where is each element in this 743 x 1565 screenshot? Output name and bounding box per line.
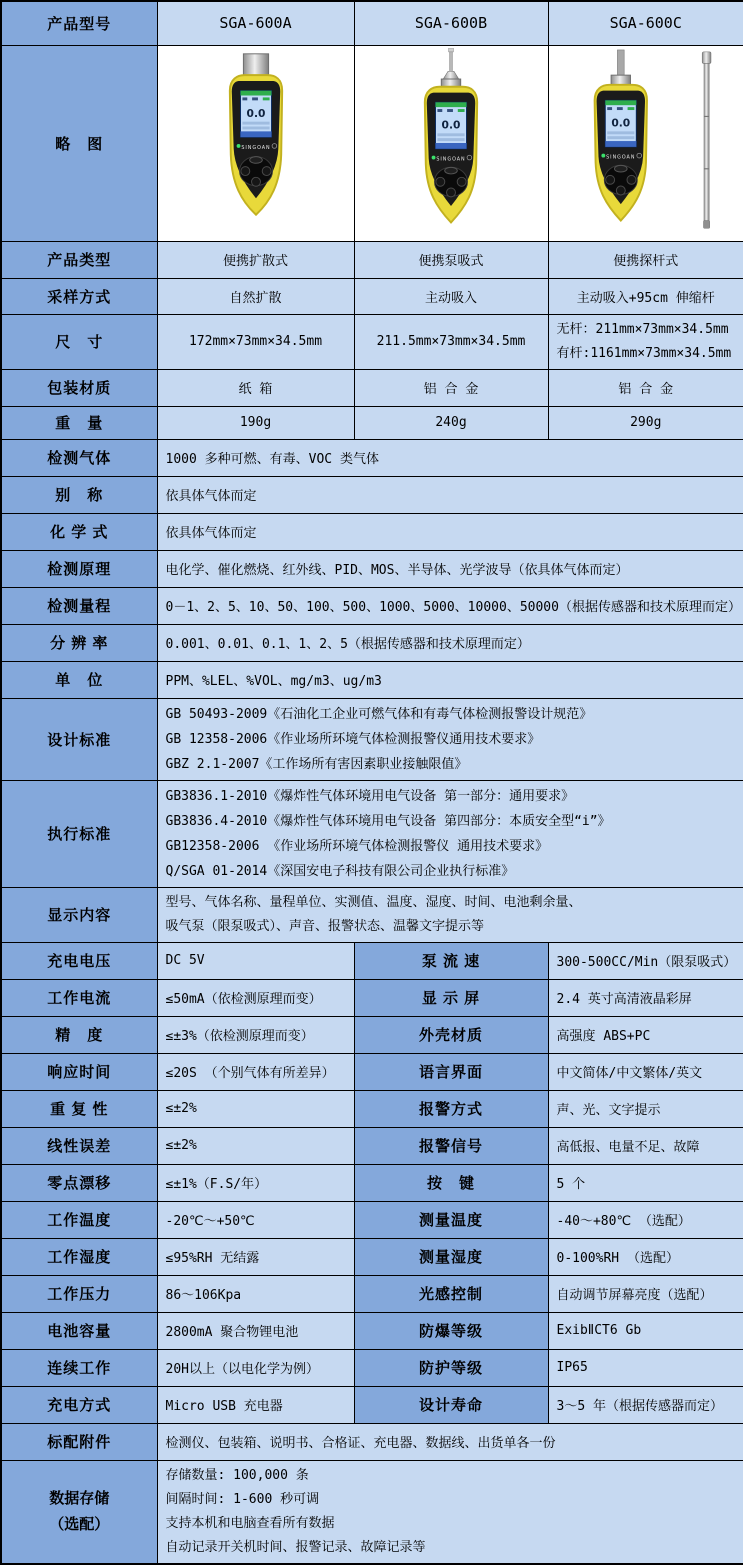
spec-value: ≤20S （个别气体有所差异） — [157, 1053, 354, 1090]
spec-label: 设计标准 — [1, 698, 157, 780]
spec-value: 240g — [354, 406, 548, 439]
spec-row-units — [1, 661, 743, 698]
screen-bottombar — [435, 143, 466, 149]
display-content-line: 吸气泵（限泵吸式）、声音、报警状态、温馨文字提示等 — [165, 918, 485, 934]
spec-value: ≤95%RH 无结露 — [157, 1238, 354, 1275]
row-label-sketch: 略 图 — [1, 45, 157, 241]
spec-label: 充电方式 — [1, 1386, 157, 1423]
screen-reading: 0.0 — [441, 118, 461, 132]
spec-value: 20H以上（以电化学为例） — [157, 1349, 354, 1386]
spec-value: 便携泵吸式 — [354, 241, 548, 278]
spec-row-data-storage — [1, 1460, 743, 1564]
standard-line: GB 12358-2006《作业场所环境气体检测报警仪通用技术要求》 — [165, 731, 541, 747]
spec-label: 产品类型 — [1, 241, 157, 278]
spec-label-line: （选配） — [49, 1515, 110, 1533]
spec-value: DC 5V — [157, 942, 354, 979]
spec-value: 声、光、文字提示 — [548, 1090, 743, 1127]
spec-row-accessories — [1, 1423, 743, 1460]
spec-row-sampling — [1, 278, 743, 314]
spec-row-working-temp-measuring-temp — [1, 1201, 743, 1238]
spec-value: 便携探杆式 — [548, 241, 743, 278]
spec-value: 2800mA 聚合物锂电池 — [157, 1312, 354, 1349]
spec-value: 5 个 — [548, 1164, 743, 1201]
spec-label — [1, 1460, 157, 1564]
standard-line: Q/SGA 01-2014《深国安电子科技有限公司企业执行标准》 — [165, 863, 515, 879]
spec-label: 外壳材质 — [354, 1016, 548, 1053]
dimension-with-rod: 有杆:1161mm×73mm×34.5mm — [556, 345, 732, 361]
spec-label: 分 辨 率 — [1, 624, 157, 661]
display-content-line: 型号、气体名称、量程单位、实测值、温度、湿度、时间、电池剩余量、 — [165, 894, 582, 910]
spec-value: ≤50mA（依检测原理而变） — [157, 979, 354, 1016]
storage-line: 支持本机和电脑查看所有数据 — [165, 1515, 335, 1531]
sketch-row — [1, 45, 743, 241]
spec-row-design-standards — [1, 698, 743, 780]
spec-value: 172mm×73mm×34.5mm — [157, 314, 354, 369]
spec-label: 精 度 — [1, 1016, 157, 1053]
device-illustration-sga-600a — [196, 48, 316, 238]
left-button — [605, 175, 614, 184]
spec-label: 显 示 屏 — [354, 979, 548, 1016]
screen-bottombar — [605, 141, 636, 147]
led-indicator — [601, 154, 605, 158]
model-header-row — [1, 1, 743, 45]
spec-value: ≤±2% — [157, 1090, 354, 1127]
spec-value: 高强度 ABS+PC — [548, 1016, 743, 1053]
spec-value: 中文简体/中文繁体/英文 — [548, 1053, 743, 1090]
spec-row-product-type — [1, 241, 743, 278]
spec-row-chemical-formula — [1, 513, 743, 550]
spec-row-detection-range — [1, 587, 743, 624]
menu-button — [445, 167, 458, 174]
menu-button — [614, 165, 627, 172]
spec-row-repeatability-alarm-mode — [1, 1090, 743, 1127]
model-name-b: SGA-600B — [354, 1, 548, 45]
spec-label: 电池容量 — [1, 1312, 157, 1349]
left-button — [240, 167, 249, 176]
spec-label: 重 量 — [1, 406, 157, 439]
right-button — [262, 167, 271, 176]
spec-value: 便携扩散式 — [157, 241, 354, 278]
spec-label: 采样方式 — [1, 278, 157, 314]
spec-label: 测量温度 — [354, 1201, 548, 1238]
spec-row-charging-voltage-pump-flow — [1, 942, 743, 979]
spec-value: PPM、%LEL、%VOL、mg/m3、ug/m3 — [157, 661, 743, 698]
spec-label: 测量湿度 — [354, 1238, 548, 1275]
spec-row-working-current-display — [1, 979, 743, 1016]
spec-value: -20℃～+50℃ — [157, 1201, 354, 1238]
spec-row-charging-method-design-life — [1, 1386, 743, 1423]
screen-bottombar — [240, 131, 271, 137]
spec-value: 依具体气体而定 — [157, 513, 743, 550]
led-indicator — [432, 156, 436, 160]
spec-row-battery-explosion-proof — [1, 1312, 743, 1349]
spec-value — [157, 887, 743, 942]
spec-row-exec-standards — [1, 780, 743, 887]
right-button — [457, 177, 466, 186]
device-illustration-sga-600b — [391, 48, 511, 238]
screen-titlebar — [605, 100, 636, 105]
spec-label: 工作温度 — [1, 1201, 157, 1238]
spec-value: 2.4 英寸高清液晶彩屏 — [548, 979, 743, 1016]
spec-value: 依具体气体而定 — [157, 476, 743, 513]
spec-row-resolution — [1, 624, 743, 661]
spec-label: 单 位 — [1, 661, 157, 698]
spec-label: 化 学 式 — [1, 513, 157, 550]
spec-row-pressure-light-control — [1, 1275, 743, 1312]
spec-value: 190g — [157, 406, 354, 439]
spec-value: ≤±2% — [157, 1127, 354, 1164]
spec-row-alias — [1, 476, 743, 513]
spec-value — [157, 698, 743, 780]
spec-label: 报警信号 — [354, 1127, 548, 1164]
spec-row-dimensions — [1, 314, 743, 369]
enter-button — [251, 177, 260, 186]
screen-reading: 0.0 — [611, 116, 630, 130]
spec-label: 重 复 性 — [1, 1090, 157, 1127]
spec-label: 线性误差 — [1, 1127, 157, 1164]
spec-value: 铝 合 金 — [354, 369, 548, 406]
spec-value: 电化学、催化燃烧、红外线、PID、MOS、半导体、光学波导（依具体气体而定） — [157, 550, 743, 587]
spec-label: 标配附件 — [1, 1423, 157, 1460]
led-indicator — [236, 144, 240, 148]
spec-label: 零点漂移 — [1, 1164, 157, 1201]
spec-value: 自然扩散 — [157, 278, 354, 314]
spec-label: 语言界面 — [354, 1053, 548, 1090]
spec-value: ≤±3%（依检测原理而变） — [157, 1016, 354, 1053]
spec-label: 工作压力 — [1, 1275, 157, 1312]
spec-label: 响应时间 — [1, 1053, 157, 1090]
standard-line: GB3836.1-2010《爆炸性气体环境用电气设备 第一部分：通用要求》 — [165, 788, 575, 804]
storage-line: 自动记录开关机时间、报警记录、故障记录等 — [165, 1539, 426, 1555]
spec-label: 显示内容 — [1, 887, 157, 942]
spec-value: 0－1、2、5、10、50、100、500、1000、5000、10000、50000（根据传感器和技术原理而定） — [157, 587, 743, 624]
standard-line: GB 50493-2009《石油化工企业可燃气体和有毒气体检测报警设计规范》 — [165, 706, 593, 722]
enter-button — [447, 188, 456, 197]
spec-value: 211.5mm×73mm×34.5mm — [354, 314, 548, 369]
spec-row-response-time-language — [1, 1053, 743, 1090]
spec-value: 0.001、0.01、0.1、1、2、5（根据传感器和技术原理而定） — [157, 624, 743, 661]
spec-value: 86～106Kpa — [157, 1275, 354, 1312]
device-photo-cell-a — [157, 45, 354, 241]
telescopic-rod-tip — [702, 52, 711, 64]
screen-reading: 0.0 — [246, 106, 265, 120]
storage-line: 存储数量: 100,000 条 — [165, 1467, 309, 1483]
spec-row-accuracy-shell — [1, 1016, 743, 1053]
spec-label: 检测量程 — [1, 587, 157, 624]
spec-value: 1000 多种可燃、有毒、VOC 类气体 — [157, 439, 743, 476]
spec-value: 主动吸入+95cm 伸缩杆 — [548, 278, 743, 314]
spec-row-detection-principle — [1, 550, 743, 587]
spec-row-weight — [1, 406, 743, 439]
spec-value: 检测仪、包装箱、说明书、合格证、充电器、数据线、出货单各一份 — [157, 1423, 743, 1460]
device-photo-cell-b — [354, 45, 548, 241]
spec-value: ExibⅡCT6 Gb — [548, 1312, 743, 1349]
spec-label: 设计寿命 — [354, 1386, 548, 1423]
right-button — [627, 175, 636, 184]
spec-value: 纸 箱 — [157, 369, 354, 406]
brand-text: SINGOAN — [436, 157, 466, 163]
device-photo-cell-c — [548, 45, 743, 241]
dimension-without-rod: 无杆：211mm×73mm×34.5mm — [556, 321, 729, 337]
screen-titlebar — [240, 91, 271, 96]
brand-text: SINGOAN — [605, 155, 636, 161]
spec-label: 别 称 — [1, 476, 157, 513]
spec-value: Micro USB 充电器 — [157, 1386, 354, 1423]
spec-value — [157, 1460, 743, 1564]
standard-line: GB3836.4-2010《爆炸性气体环境用电气设备 第四部分：本质安全型“i”》 — [165, 813, 611, 829]
spec-label: 尺 寸 — [1, 314, 157, 369]
spec-value — [548, 314, 743, 369]
storage-line: 间隔时间: 1-600 秒可调 — [165, 1491, 320, 1507]
spec-row-linearity-alarm-signal — [1, 1127, 743, 1164]
spec-value: 0-100%RH （选配） — [548, 1238, 743, 1275]
spec-row-working-humidity-measuring-humidity — [1, 1238, 743, 1275]
brand-text: SINGOAN — [240, 145, 271, 151]
spec-label: 连续工作 — [1, 1349, 157, 1386]
spec-label: 工作湿度 — [1, 1238, 157, 1275]
menu-button — [249, 157, 262, 164]
spec-label: 光感控制 — [354, 1275, 548, 1312]
spec-label: 充电电压 — [1, 942, 157, 979]
spec-label: 工作电流 — [1, 979, 157, 1016]
spec-label: 检测原理 — [1, 550, 157, 587]
standard-line: GB12358-2006 《作业场所环境气体检测报警仪 通用技术要求》 — [165, 838, 549, 854]
spec-value: 290g — [548, 406, 743, 439]
spec-value: ≤±1%（F.S/年） — [157, 1164, 354, 1201]
screen-titlebar — [435, 102, 466, 107]
spec-value: IP65 — [548, 1349, 743, 1386]
spec-label: 执行标准 — [1, 780, 157, 887]
spec-label: 包装材质 — [1, 369, 157, 406]
spec-row-detected-gas — [1, 439, 743, 476]
left-button — [436, 177, 445, 186]
spec-row-packaging — [1, 369, 743, 406]
spec-value — [157, 780, 743, 887]
telescopic-rod — [704, 64, 709, 225]
spec-label: 防爆等级 — [354, 1312, 548, 1349]
spec-value: 自动调节屏幕亮度（选配） — [548, 1275, 743, 1312]
spec-value: 高低报、电量不足、故障 — [548, 1127, 743, 1164]
spec-value: 300-500CC/Min（限泵吸式） — [548, 942, 743, 979]
row-label-product-model: 产品型号 — [1, 1, 157, 45]
probe-cone — [443, 71, 459, 79]
spec-value: 3～5 年（根据传感器而定） — [548, 1386, 743, 1423]
enter-button — [616, 186, 625, 195]
spec-label: 检测气体 — [1, 439, 157, 476]
spec-label: 泵 流 速 — [354, 942, 548, 979]
spec-value: -40～+80℃ （选配） — [548, 1201, 743, 1238]
spec-value: 铝 合 金 — [548, 369, 743, 406]
spec-row-display-content — [1, 887, 743, 942]
standard-line: GBZ 2.1-2007《工作场所有害因素职业接触限值》 — [165, 756, 468, 772]
spec-row-zero-drift-buttons — [1, 1164, 743, 1201]
spec-label-line: 数据存储 — [49, 1489, 110, 1507]
model-name-a: SGA-600A — [157, 1, 354, 45]
device-illustration-sga-600c — [560, 48, 732, 238]
spec-label: 按 键 — [354, 1164, 548, 1201]
spec-value: 主动吸入 — [354, 278, 548, 314]
probe-rod — [617, 50, 624, 75]
spec-label: 防护等级 — [354, 1349, 548, 1386]
spec-row-continuous-work-protection — [1, 1349, 743, 1386]
spec-label: 报警方式 — [354, 1090, 548, 1127]
model-name-c: SGA-600C — [548, 1, 743, 45]
